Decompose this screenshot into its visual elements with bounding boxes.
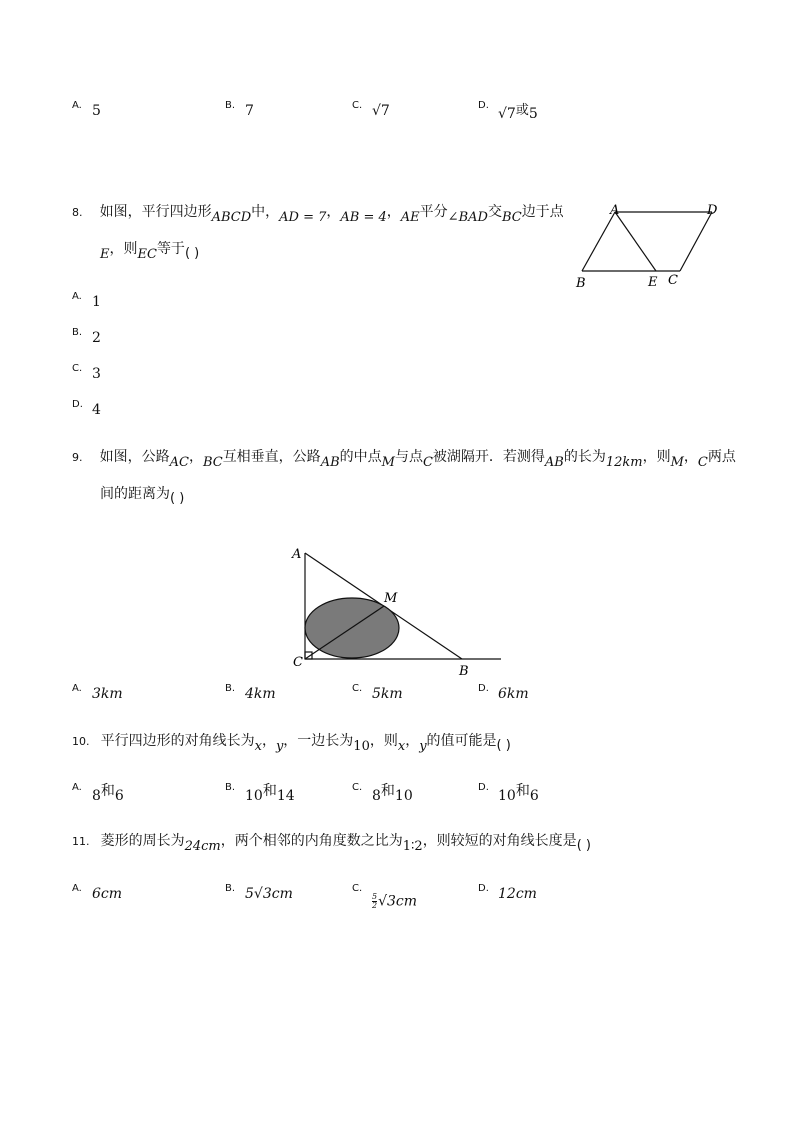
- q8-math: AB = 4: [340, 210, 387, 225]
- q10-text: ，一边长为: [283, 733, 354, 749]
- q9-math: M: [670, 455, 684, 470]
- q11-option-c-fraction: $\frac{5}{2}$: [372, 892, 378, 910]
- q11-answer-paren: ( ): [576, 838, 591, 853]
- q11-option-c-value: $\frac{5}{2}$ √3cm: [372, 892, 418, 910]
- q11-option-b-label: B.: [225, 883, 236, 894]
- q11-option-a-value: 6cm: [92, 886, 123, 902]
- q10-math: y: [275, 739, 284, 754]
- q9-option-a-value: 3km: [92, 686, 123, 702]
- q9-math: C: [697, 455, 708, 470]
- q9-number: 9.: [72, 451, 83, 464]
- q10-math: y: [419, 739, 427, 754]
- q10-stem: [72, 730, 511, 754]
- q8-option-d-label: D.: [72, 399, 83, 410]
- q11-option-a-label: A.: [72, 883, 82, 894]
- q9-option-d-label: D.: [478, 683, 489, 694]
- q9-math: AC: [169, 455, 189, 470]
- q8-text: 平分: [419, 204, 448, 220]
- q11-math: 24cm: [184, 839, 221, 854]
- q10-option-c-value: 8和10: [372, 783, 413, 804]
- q10-answer-paren: ( ): [496, 738, 511, 753]
- q9-math: AB: [320, 455, 340, 470]
- q8-math: AD = 7: [279, 210, 327, 225]
- q9-option-b-label: B.: [225, 683, 236, 694]
- q10-text: ，: [405, 733, 420, 749]
- q9-math: AB: [544, 455, 564, 470]
- q7-option-b-label: B.: [225, 100, 236, 111]
- q11-option-b-value: 5√3cm: [245, 886, 293, 902]
- q8-label-b: B: [576, 276, 586, 290]
- q9-text: ，: [188, 449, 203, 465]
- q9-text: 的长为: [563, 449, 606, 465]
- q9-text: 的中点: [339, 449, 382, 465]
- q7-option-a-label: A.: [72, 100, 82, 111]
- q8-option-d-value: 4: [92, 402, 101, 418]
- q10-math: 10: [353, 739, 370, 754]
- q9-option-d-value: 6km: [498, 686, 529, 702]
- q8-option-a-label: A.: [72, 291, 82, 302]
- q8-option-b-label: B.: [72, 327, 83, 338]
- q10-option-a-value: 8和6: [92, 783, 124, 804]
- q8-math: ∠BAD: [447, 210, 488, 225]
- q8-answer-paren: ( ): [184, 246, 200, 261]
- q8-text: ，则: [109, 241, 138, 257]
- q10-option-b-value: 10和14: [245, 783, 295, 804]
- q10-math: x: [254, 739, 262, 754]
- q8-math: AE: [400, 210, 420, 225]
- q9-lake-figure: [288, 538, 508, 680]
- q8-text: 边于点: [521, 204, 564, 220]
- q7-option-c-label: C.: [352, 100, 363, 111]
- q9-label-m: M: [384, 591, 398, 606]
- q9-text: ，则: [642, 449, 671, 465]
- q9-text: 互相垂直，公路: [222, 449, 321, 465]
- q7-option-a-value: 5: [92, 103, 101, 119]
- q11-text: ，则较短的对角线长度是: [422, 833, 577, 849]
- segment-dc: [680, 212, 712, 271]
- q8-option-a-value: 1: [92, 294, 101, 310]
- q10-math: x: [397, 739, 406, 754]
- q10-option-a-label: A.: [72, 782, 82, 793]
- q8-number: 8.: [72, 206, 83, 219]
- q8-stem-line1: [72, 201, 564, 225]
- q8-math: ABCD: [211, 210, 252, 225]
- q10-option-d-value: 10和6: [498, 783, 539, 804]
- q9-option-c-value: 5km: [372, 686, 403, 702]
- q9-label-a: A: [292, 547, 302, 562]
- q11-option-d-value: 12cm: [498, 886, 537, 902]
- q10-text: 的值可能是: [426, 733, 497, 749]
- q9-math: C: [422, 455, 433, 470]
- q9-stem-line2: [100, 483, 185, 506]
- q8-text: 如图，平行四边形: [99, 204, 212, 220]
- q7-option-b-value: 7: [245, 103, 254, 119]
- q11-stem: [72, 830, 591, 854]
- q11-text: 菱形的周长为: [100, 833, 185, 849]
- q10-option-b-label: B.: [225, 782, 236, 793]
- q8-text: 等于: [156, 241, 185, 257]
- q8-stem-line2: [100, 238, 200, 262]
- q8-label-c: C: [668, 273, 678, 288]
- q9-option-a-label: A.: [72, 683, 82, 694]
- q8-text: ，: [326, 204, 341, 220]
- q8-label-d: D: [707, 203, 718, 218]
- q8-option-c-value: 3: [92, 366, 101, 382]
- q10-text: ，则: [369, 733, 398, 749]
- q8-text: 交: [487, 204, 502, 220]
- q10-text: ，: [261, 733, 276, 749]
- q9-text: 被湖隔开．若测得: [432, 449, 545, 465]
- q9-label-b: B: [459, 664, 469, 679]
- q8-parallelogram-figure: [570, 198, 730, 290]
- q9-math: M: [381, 455, 395, 470]
- q9-math: BC: [202, 455, 223, 470]
- q9-stem-line1: [72, 446, 736, 470]
- q9-text: 如图，公路: [99, 449, 170, 465]
- q8-math: BC: [501, 210, 522, 225]
- q9-math: 12km: [605, 455, 643, 470]
- q8-math: EC: [137, 247, 157, 262]
- segment-ae: [615, 212, 656, 271]
- q7-option-d-label: D.: [478, 100, 489, 111]
- q11-option-c-label: C.: [352, 883, 363, 894]
- q9-text: ，: [683, 449, 698, 465]
- q11-option-d-label: D.: [478, 883, 489, 894]
- q9-text: 两点: [707, 449, 736, 465]
- q9-text: 与点: [394, 449, 423, 465]
- q8-option-c-label: C.: [72, 363, 83, 374]
- q8-option-b-value: 2: [92, 330, 101, 346]
- q11-number: 11.: [72, 835, 90, 848]
- q9-option-b-value: 4km: [245, 686, 276, 702]
- q7-option-d-value: √7或5: [498, 103, 538, 122]
- q8-text: ，: [386, 204, 401, 220]
- q10-number: 10.: [72, 735, 90, 748]
- q9-label-c: C: [293, 655, 303, 670]
- q10-option-d-label: D.: [478, 782, 489, 793]
- segment-ab: [582, 212, 615, 271]
- q9-option-c-label: C.: [352, 683, 363, 694]
- q8-text: 中，: [251, 204, 280, 220]
- q8-label-e: E: [648, 275, 658, 290]
- q10-option-c-label: C.: [352, 782, 363, 793]
- q9-text: 间的距离为: [100, 486, 170, 502]
- q11-text: ，两个相邻的内角度数之比为: [220, 833, 403, 849]
- q9-answer-paren: ( ): [170, 491, 185, 506]
- q11-math: 1∶2: [402, 839, 423, 854]
- q7-option-c-value: √7: [372, 103, 390, 119]
- q8-math: E: [100, 247, 110, 262]
- q8-label-a: A: [610, 203, 620, 218]
- q10-text: 平行四边形的对角线长为: [100, 733, 255, 749]
